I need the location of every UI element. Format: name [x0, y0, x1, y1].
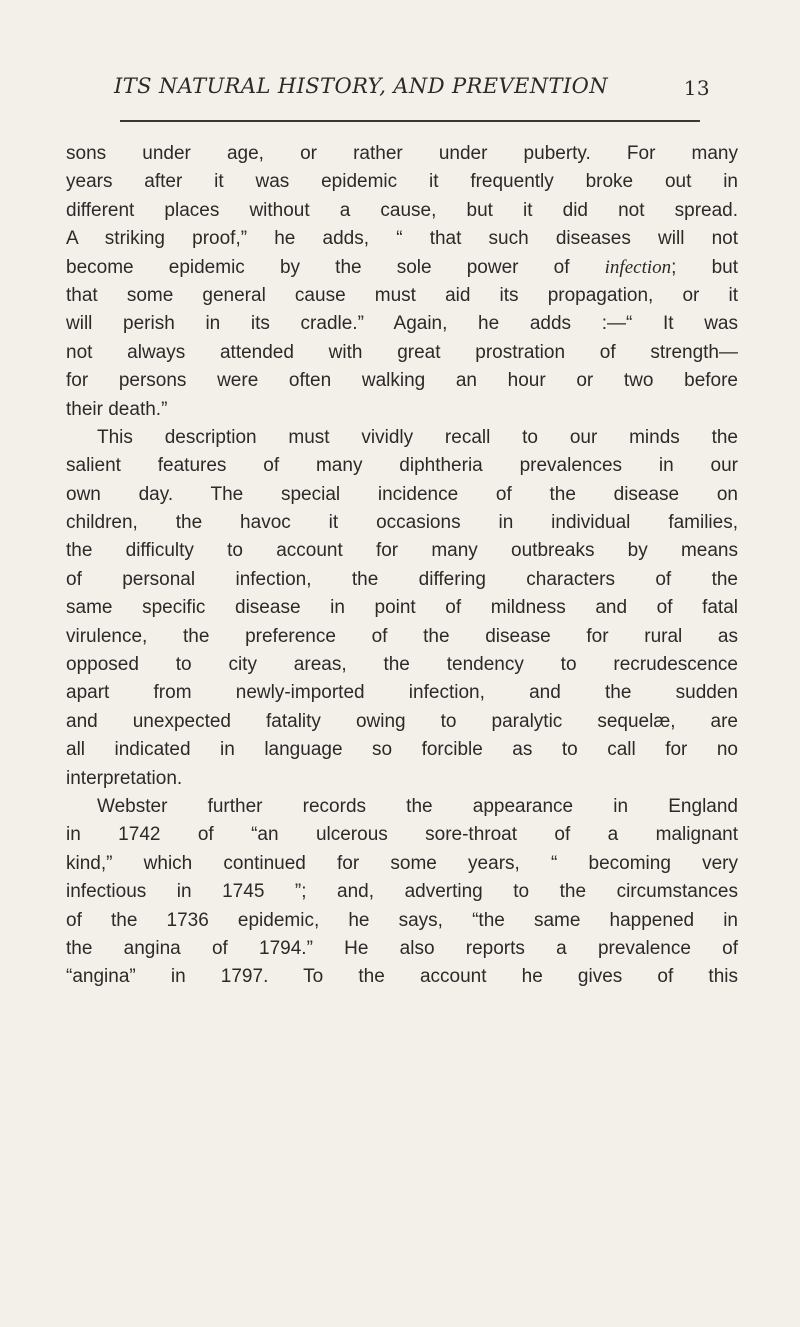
body-text	[66, 140, 738, 992]
text-run: ; but	[671, 256, 738, 278]
text-line: different places without a cause, but it did not spread.	[66, 199, 738, 221]
text-line: opposed to city areas, the tendency to recrudescence	[66, 654, 738, 676]
text-line: sons under age, or rather under puberty. For many	[66, 143, 738, 164]
running-title: ITS NATURAL HISTORY, AND PREVENTION	[114, 74, 609, 98]
text-line: of the 1736 epidemic, he says, “the same happened in	[66, 909, 738, 931]
page-number: 13	[683, 76, 710, 100]
text-line: and unexpected fatality owing to paralytic sequelæ, are	[66, 710, 738, 732]
text-line: Webster further records the appearance in England	[97, 795, 738, 817]
emphasis-infection: infection	[604, 256, 672, 278]
text-line: the angina of 1794.” He also reports a prevalence of	[66, 937, 738, 959]
text-line: will perish in its cradle.” Again, he adds :—“ It was	[66, 313, 738, 335]
text-line: virulence, the preference of the disease for rural as	[66, 625, 738, 647]
text-line: interpretation.	[66, 767, 183, 789]
text-line: same specific disease in point of mildness and of fatal	[66, 597, 738, 619]
text-line: of personal infection, the differing characters of the	[66, 568, 738, 590]
text-line: own day. The special incidence of the disease on	[66, 483, 738, 505]
text-line: the difficulty to account for many outbreaks by means	[66, 540, 738, 562]
text-line: all indicated in language so forcible as to call for no	[66, 739, 738, 761]
text-line: that some general cause must aid its propagation, or it	[66, 284, 738, 306]
header-rule	[120, 120, 700, 122]
text-line: in 1742 of “an ulcerous sore-throat of a malignant	[66, 824, 738, 846]
text-line: children, the havoc it occasions in individual families,	[66, 512, 738, 534]
text-line: infectious in 1745 ”; and, adverting to the circumstances	[66, 881, 738, 903]
text-line	[66, 254, 738, 282]
text-line: kind,” which continued for some years, “ becoming very	[66, 852, 738, 874]
text-line: A striking proof,” he adds, “ that such diseases will not	[66, 228, 738, 250]
text-line: not always attended with great prostration of strength—	[66, 341, 738, 363]
text-line: apart from newly-imported infection, and the sudden	[66, 682, 738, 704]
text-line: their death.”	[66, 398, 168, 420]
text-line: for persons were often walking an hour or two before	[66, 370, 738, 392]
text-line: years after it was epidemic it frequently broke out in	[66, 171, 738, 193]
text-run: become epidemic by the sole power of	[66, 256, 605, 278]
text-line: “angina” in 1797. To the account he gives of this	[66, 966, 738, 988]
running-head	[110, 64, 710, 104]
text-line: This description must vividly recall to our minds the	[97, 426, 738, 448]
text-line: salient features of many diphtheria prevalences in our	[66, 455, 738, 477]
